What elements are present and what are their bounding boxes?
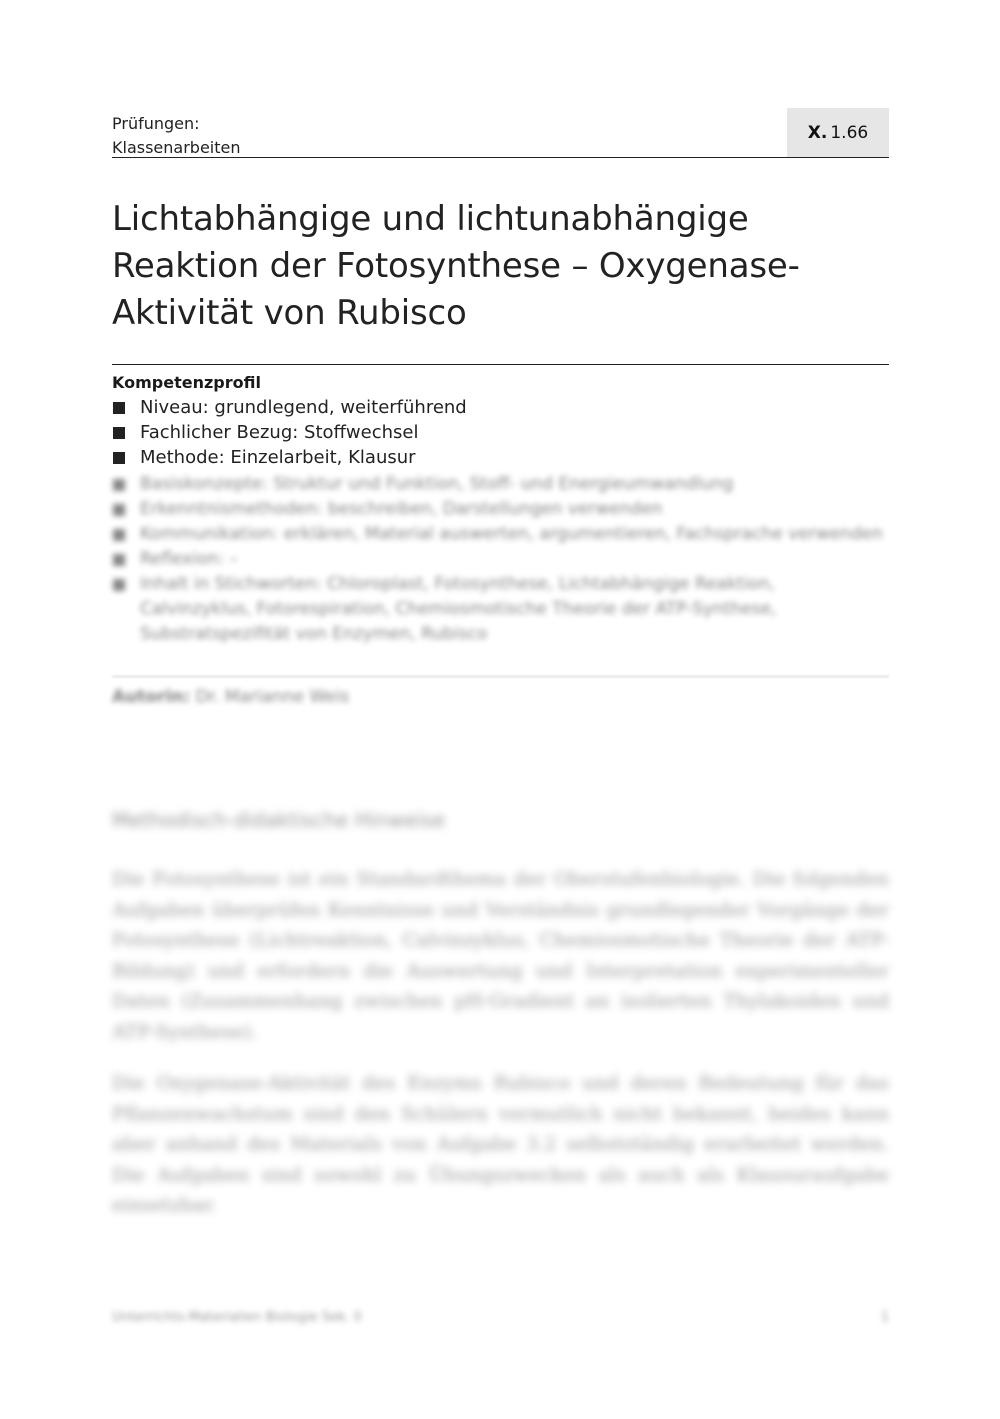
profile-item-text: Erkenntnismethoden: beschreiben, Darstellungen verwenden <box>140 499 663 519</box>
profile-list <box>112 395 889 470</box>
bullet-square-icon <box>113 529 125 541</box>
profile-item <box>112 395 889 420</box>
author-line <box>112 685 349 709</box>
author-label: Autorin: <box>112 687 191 707</box>
document-code-badge <box>787 108 889 157</box>
code-prefix: X. <box>807 122 828 143</box>
section-line-1: Prüfungen: <box>112 114 200 133</box>
profile-item-text: Inhalt in Stichworten: Chloroplast, Fotosynthese, Lichtabhängige Reaktion, Calvinzyklus, Fotorespiration, Chemiosmotische Theorie der ATP-Synthese, Substratspezifität von Enzymen, Rubisco <box>140 574 777 644</box>
profile-item-text: Niveau: grundlegend, weiterführend <box>140 397 467 418</box>
profile-item-text: Reflexion: – <box>140 549 238 569</box>
body-paragraph: Die Oxygenase-Aktivität des Enzyms Rubisco und deren Bedeutung für das Pflanzenwachstum sind den Schülern vermutlich nicht bekannt, beides kann aber anhand des Materials von Aufgabe 3.2 selbstständig erarbeitet werden. Die Aufgaben sind sowohl zu Übungszwecken als auch als Klausuraufgabe einsetzbar. <box>112 1072 889 1216</box>
profile-item <box>112 420 889 445</box>
bullet-square-icon <box>113 504 125 516</box>
section-line-2: Klassenarbeiten <box>112 138 241 157</box>
profile-list-blurred <box>112 472 889 647</box>
profile-item-text: Fachlicher Bezug: Stoffwechsel <box>140 422 419 443</box>
bullet-square-icon <box>113 427 125 439</box>
section-heading: Methodisch-didaktische Hinweise <box>112 808 446 832</box>
profile-divider <box>112 676 889 677</box>
page-header <box>112 108 889 158</box>
profile-item-text: Basiskonzepte: Struktur und Funktion, Stoff- und Energieumwandlung <box>140 474 734 494</box>
document-title: Lichtabhängige und lichtunabhängige Reaktion der Fotosynthese – Oxygenase-Aktivität von Rubisco <box>112 199 800 333</box>
author-name: Dr. Marianne Weis <box>195 687 350 707</box>
profile-item-text: Kommunikation: erklären, Material auswerten, argumentieren, Fachsprache verwenden <box>140 524 883 544</box>
page-number: 1 <box>880 1310 889 1325</box>
profile-item-blurred <box>112 547 889 572</box>
profile-item-blurred <box>112 572 889 647</box>
bullet-square-icon <box>113 479 125 491</box>
body-paragraph: Die Fotosynthese ist ein Standardthema der Oberstufenbiologie. Die folgenden Aufgaben überprüfen Kenntnisse und Verständnis grundlegender Vorgänge der Fotosynthese (Lichtreaktion, Calvinzyklus, Chemiosmotische Theorie der ATP-Bildung) und erfordern die Auswertung und Interpretation experimenteller Daten (Zusammenhang zwischen pH-Gradient an isolierten Thylakoiden und ATP-Synthese). <box>112 868 889 1043</box>
code-number: 1.66 <box>830 122 869 143</box>
section-label <box>112 112 240 160</box>
bullet-square-icon <box>113 402 125 414</box>
bullet-square-icon <box>113 452 125 464</box>
profile-item-text: Methode: Einzelarbeit, Klausur <box>140 447 416 468</box>
profile-item-blurred <box>112 497 889 522</box>
profile-item <box>112 445 889 470</box>
competence-profile <box>112 364 889 647</box>
profile-heading: Kompetenzprofil <box>112 373 261 392</box>
footer-source: Unterrichts-Materialien Biologie Sek. II <box>112 1310 362 1325</box>
profile-item-blurred <box>112 472 889 497</box>
bullet-square-icon <box>113 579 125 591</box>
bullet-square-icon <box>113 554 125 566</box>
profile-item-blurred <box>112 522 889 547</box>
